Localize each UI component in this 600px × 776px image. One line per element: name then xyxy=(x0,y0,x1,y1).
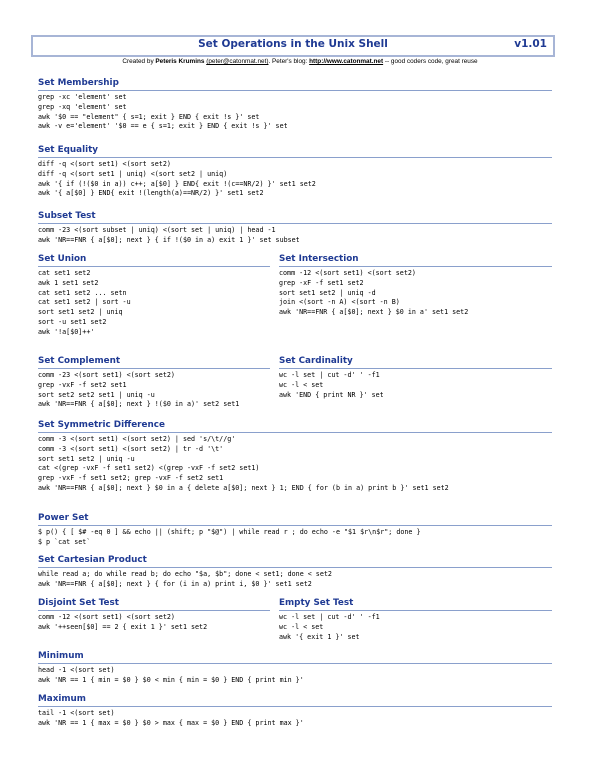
command-line: awk 'NR == 1 { min = $0 } $0 < min { min = $0 } END { print min }' xyxy=(38,675,304,684)
command-line: awk '!a[$0]++' xyxy=(38,327,95,336)
command-line: awk 'NR==FNR { a[$0]; next } { for (i in a) print i, $0 }' set1 set2 xyxy=(38,579,312,588)
command-line: awk 1 set1 set2 xyxy=(38,278,99,287)
section-title: Disjoint Set Test xyxy=(38,598,270,611)
command-line: cat set1 set2 xyxy=(38,269,91,277)
command-line: grep -xc 'element' set xyxy=(38,93,127,101)
command-line: wc -l < set xyxy=(279,622,324,631)
blog-link[interactable]: http://www.catonmat.net xyxy=(309,58,384,65)
section-title: Set Symmetric Difference xyxy=(38,420,552,433)
command-line: wc -l set | cut -d' ' -f1 xyxy=(279,613,380,621)
section-set-intersection xyxy=(279,254,552,318)
command-line: diff -q <(sort set1 | uniq) <(sort set2 | uniq) xyxy=(38,169,228,178)
command-line: wc -l < set xyxy=(279,380,324,389)
command-line: awk '{ a[$0] } END{ exit !(length(a)==NR/2) }' set1 set2 xyxy=(38,189,264,198)
credits-prefix: Created by xyxy=(122,58,156,65)
command-line: cat set1 set2 ... setn xyxy=(38,288,127,297)
section-set-cardinality xyxy=(279,356,552,400)
command-line: awk '++seen[$0] == 2 { exit 1 }' set1 set2 xyxy=(38,622,208,631)
section-title: Maximum xyxy=(38,694,552,707)
section-symmetric-difference xyxy=(38,420,552,494)
section-title: Power Set xyxy=(38,513,552,526)
author-name: Peteris Krumins xyxy=(155,58,205,65)
command-line: sort set1 set2 | uniq -u xyxy=(38,454,135,463)
command-line: sort set2 set2 set1 | uniq -u xyxy=(38,390,155,399)
section-title: Minimum xyxy=(38,651,552,664)
section-title: Subset Test xyxy=(38,211,552,224)
command-line: grep -vxF -f set1 set2; grep -vxF -f set2 set1 xyxy=(38,474,224,483)
section-set-membership xyxy=(38,78,552,132)
section-disjoint-set-test xyxy=(38,598,270,633)
section-set-equality xyxy=(38,145,552,199)
command-line: grep -vxF -f set2 set1 xyxy=(38,380,127,389)
command-line: awk '$0 == "element" { s=1; exit } END { exit !s }' set xyxy=(38,112,260,121)
section-minimum xyxy=(38,651,552,686)
command-line: awk -v e='element' '$0 == e { s=1; exit } END { exit !s }' set xyxy=(38,122,288,131)
author-email-link[interactable]: (peter@catonmat.net) xyxy=(206,58,269,65)
command-line: sort -u set1 set2 xyxy=(38,317,107,326)
command-line: awk 'NR==FNR { a[$0]; next } $0 in a' set1 set2 xyxy=(279,308,469,317)
command-line: comm -3 <(sort set1) <(sort set2) | sed 's/\t//g' xyxy=(38,435,236,443)
section-title: Set Complement xyxy=(38,356,270,369)
command-line: $ p `cat set` xyxy=(38,537,91,546)
command-line: comm -3 <(sort set1) <(sort set2) | tr -d '\t' xyxy=(38,444,224,453)
section-title: Set Membership xyxy=(38,78,552,91)
command-line: comm -23 <(sort set1) <(sort set2) xyxy=(38,371,175,379)
command-line: comm -12 <(sort set1) <(sort set2) xyxy=(38,613,175,621)
command-line: cat <(grep -vxF -f set1 set2) <(grep -vxF -f set2 set1) xyxy=(38,464,260,473)
command-line: awk 'NR==FNR { a[$0]; next } !($0 in a)' set2 set1 xyxy=(38,400,240,409)
command-line: comm -12 <(sort set1) <(sort set2) xyxy=(279,269,416,277)
command-line: awk 'NR==FNR { a[$0]; next } { if !($0 in a) exit 1 }' set subset xyxy=(38,235,300,244)
command-line: head -1 <(sort set) xyxy=(38,666,115,674)
command-line: while read a; do while read b; do echo "$a, $b"; done < set1; done < set2 xyxy=(38,570,332,578)
section-subset-test xyxy=(38,211,552,246)
credits-line xyxy=(0,58,600,65)
section-title: Set Cartesian Product xyxy=(38,555,552,568)
command-line: diff -q <(sort set1) <(sort set2) xyxy=(38,160,171,168)
credits-suffix: -- good coders code, great reuse xyxy=(383,58,478,65)
page-title: Set Operations in the Unix Shell xyxy=(198,38,388,50)
command-line: sort set1 set2 | uniq xyxy=(38,308,123,317)
section-empty-set-test xyxy=(279,598,552,642)
section-title: Set Intersection xyxy=(279,254,552,267)
section-set-complement xyxy=(38,356,270,410)
command-line: cat set1 set2 | sort -u xyxy=(38,298,131,307)
command-line: grep -xF -f set1 set2 xyxy=(279,278,364,287)
command-line: join <(sort -n A) <(sort -n B) xyxy=(279,298,400,307)
title-banner xyxy=(31,35,555,57)
command-line: awk 'NR==FNR { a[$0]; next } $0 in a { delete a[$0]; next } 1; END { for (b in a) print b }' set1 set2 xyxy=(38,483,449,492)
section-title: Set Union xyxy=(38,254,270,267)
section-power-set xyxy=(38,513,552,548)
command-line: awk '{ if (!($0 in a)) c++; a[$0] } END{ exit !(c==NR/2) }' set1 set2 xyxy=(38,179,316,188)
section-set-union xyxy=(38,254,270,338)
section-title: Set Cardinality xyxy=(279,356,552,369)
version-label: v1.01 xyxy=(514,38,547,50)
section-title: Set Equality xyxy=(38,145,552,158)
command-line: grep -xq 'element' set xyxy=(38,102,127,111)
command-line: $ p() { [ $# -eq 0 ] && echo || (shift; p "$@") | while read r ; do echo -e "$1 $r\n$r"; done } xyxy=(38,528,421,536)
command-line: sort set1 set2 | uniq -d xyxy=(279,288,376,297)
section-cartesian-product xyxy=(38,555,552,590)
section-title: Empty Set Test xyxy=(279,598,552,611)
command-line: awk '{ exit 1 }' set xyxy=(279,632,360,641)
command-line: comm -23 <(sort subset | uniq) <(sort set | uniq) | head -1 xyxy=(38,226,276,234)
command-line: awk 'NR == 1 { max = $0 } $0 > max { max = $0 } END { print max }' xyxy=(38,718,304,727)
command-line: tail -1 <(sort set) xyxy=(38,709,115,717)
section-maximum xyxy=(38,694,552,729)
credits-mid: . Peter's blog: xyxy=(268,58,310,65)
command-line: wc -l set | cut -d' ' -f1 xyxy=(279,371,380,379)
command-line: awk 'END { print NR }' set xyxy=(279,390,384,399)
